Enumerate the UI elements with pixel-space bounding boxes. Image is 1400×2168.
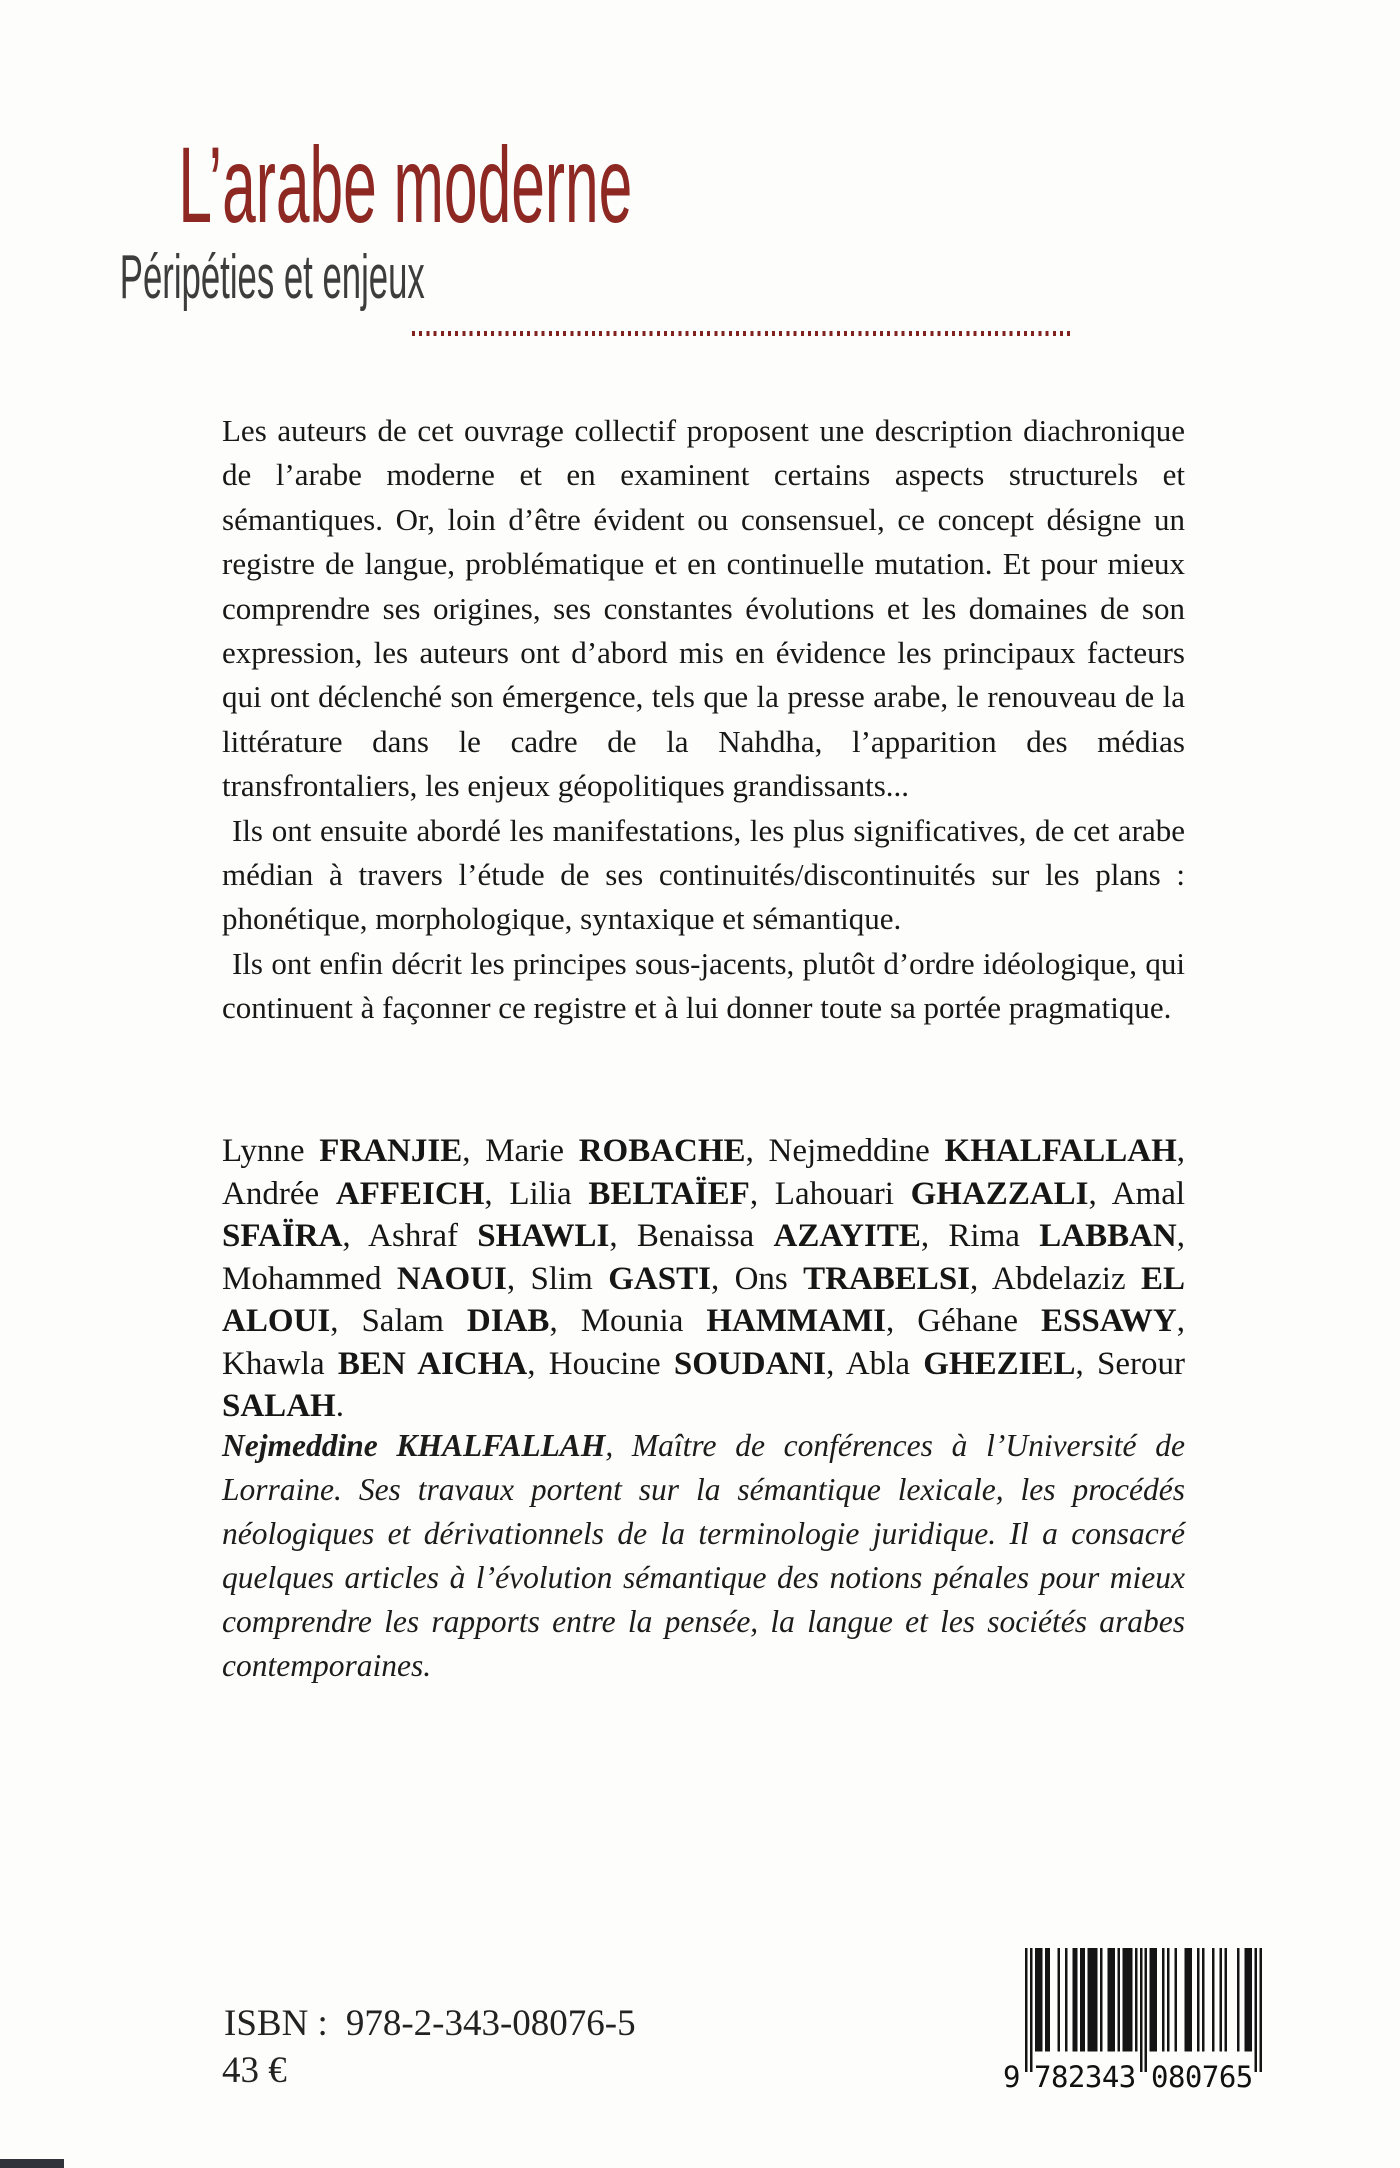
contributor-surname: SALAH — [222, 1388, 336, 1424]
bio-author-name: Nejmeddine KHALFALLAH — [222, 1428, 606, 1463]
description — [222, 409, 1185, 1031]
contributor-surname: HAMMAMI — [706, 1303, 886, 1339]
contributor-surname: ESSAWY — [1041, 1303, 1177, 1339]
contributors-list: Lynne FRANJIE, Marie ROBACHE, Nejmeddine KHALFALLAH, Andrée AFFEICH, Lilia BELTAÏEF, Lahouari GHAZZALI, Amal SFAÏRA, Ashraf SHAWLI, Benaissa AZAYITE, Rima LABBAN, Mohammed NAOUI, Slim GASTI, Ons TRABELSI, Abdelaziz EL ALOUI, Salam DIAB, Mounia HAMMAMI, Géhane ESSAWY, Khawla BEN AICHA, Houcine SOUDANI, Abla GHEZIEL, Serour SALAH. — [222, 1133, 1186, 1424]
contributor-surname: SOUDANI — [673, 1345, 827, 1382]
author-bio — [222, 1424, 1185, 1688]
bio-text: , Maître de conférences à l’Université de Lorraine. Ses travaux portent sur la sémantique lexicale, les procédés néologiques et dérivationnels de la terminologie juridique. Il a consacré quelques articles à l’évolution sémantique des notions pénales pour mieux comprendre les rapports entre la pensée, la langue et les sociétés arabes contemporaines. — [222, 1428, 1185, 1683]
description-paragraph-3: Ils ont enfin décrit les principes sous-jacents, plutôt d’ordre idéologique, qui continuent à façonner ce registre et à lui donner toute sa portée pragmatique. — [222, 945, 1185, 1026]
barcode-digits-group1: 782343 — [1034, 2060, 1136, 2094]
contributor-surname: AZAYITE — [773, 1218, 921, 1254]
book-title-text: L’arabe moderne — [178, 124, 633, 245]
book-title — [0, 124, 1400, 245]
contributor-surname: DIAB — [466, 1303, 550, 1339]
contributor-surname: GHEZIEL — [923, 1345, 1076, 1382]
barcode-digit-left: 9 — [1003, 2060, 1020, 2094]
isbn-line — [224, 2002, 636, 2045]
ean13-barcode — [1002, 1948, 1270, 2096]
contributor-surname: BEN AICHA — [337, 1345, 528, 1382]
contributor-surname: TRABELSI — [803, 1260, 971, 1297]
barcode-digits-group2: 080765 — [1151, 2060, 1253, 2094]
isbn-label: ISBN : — [224, 2003, 328, 2044]
contributor-surname: ROBACHE — [578, 1133, 746, 1169]
description-paragraph-2: Ils ont ensuite abordé les manifestations, les plus significatives, de cet arabe médian à travers l’étude de ses continuités/discontinuités sur les plans : phonétique, morphologique, syntaxique et sémantique. — [222, 812, 1185, 937]
corner-mark — [0, 2159, 64, 2168]
contributor-surname: FRANJIE — [319, 1133, 463, 1169]
contributor-surname: GASTI — [608, 1260, 711, 1297]
barcode-bars — [1025, 1948, 1262, 2072]
isbn-number: 978-2-343-08076-5 — [345, 2003, 636, 2044]
contributor-surname: EL ALOUI — [222, 1260, 1185, 1339]
contributor-surname: BELTAÏEF — [588, 1175, 750, 1212]
contributor-surname: SFAÏRA — [222, 1218, 343, 1254]
contributor-surname: NAOUI — [396, 1260, 507, 1297]
book-subtitle — [0, 243, 1400, 312]
dotted-divider — [412, 331, 1072, 336]
contributor-surname: KHALFALLAH — [944, 1133, 1177, 1169]
contributor-surname: AFFEICH — [335, 1175, 485, 1212]
contributor-surname: SHAWLI — [477, 1218, 610, 1254]
description-paragraph-1: Les auteurs de cet ouvrage collectif proposent une description diachronique de l’arabe moderne et en examinent certains aspects structurels et sémantiques. Or, loin d’être évident ou consensuel, ce concept désigne un registre de langue, problématique et en continuelle mutation. Et pour mieux comprendre ses origines, ses constantes évolutions et les domaines de son expression, les auteurs ont d’abord mis en évidence les principaux facteurs qui ont déclenché son émergence, tels que la presse arabe, le renouveau de la littérature dans le cadre de la Nahdha, l’apparition des médias transfrontaliers, les enjeux géopolitiques grandissants... — [222, 413, 1185, 804]
book-subtitle-text: Péripéties et enjeux — [119, 243, 425, 312]
contributor-surname: LABBAN — [1039, 1218, 1177, 1254]
price: 43 € — [222, 2050, 287, 2091]
contributor-surname: GHAZZALI — [910, 1175, 1089, 1212]
